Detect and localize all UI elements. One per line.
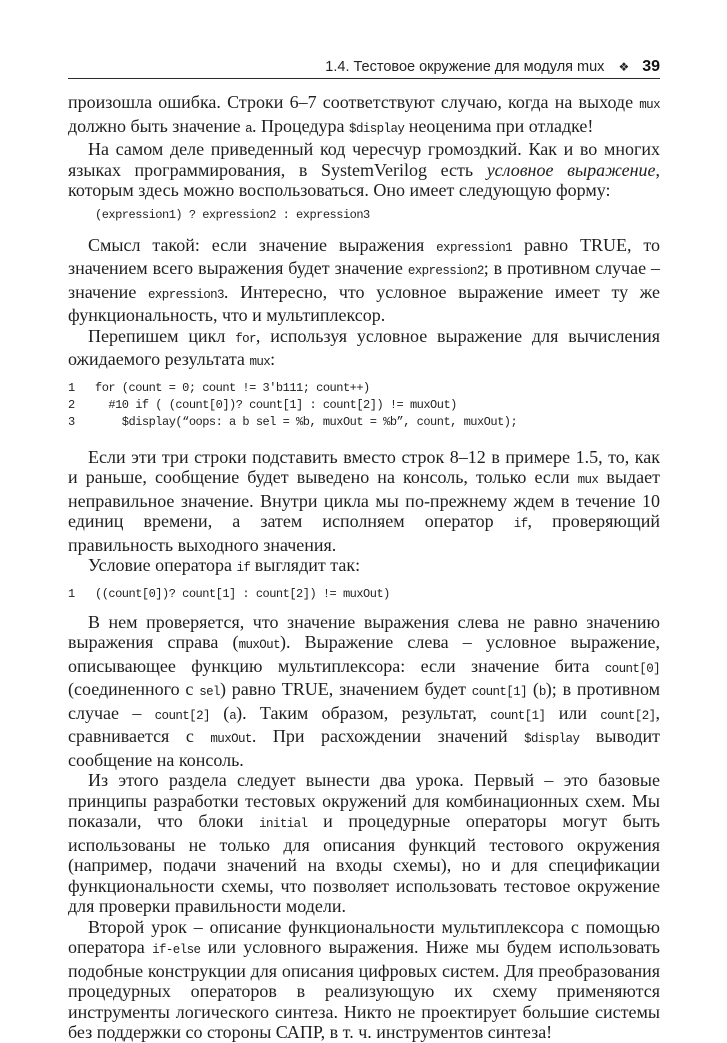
text-run: Смысл такой: если значение выражения: [88, 234, 437, 255]
line-number: 2: [68, 397, 76, 412]
inline-code: a: [229, 708, 237, 723]
inline-code: expression1: [436, 240, 513, 255]
inline-code: muxOut: [238, 638, 280, 652]
text-run: , проверяющий правильность выходного значения.: [68, 511, 660, 555]
text-run: , которым здесь можно воспользоваться. Оно имеет следующую форму:: [68, 159, 660, 200]
inline-code: sel: [199, 685, 220, 699]
line-number: 3: [68, 414, 76, 429]
text-run: (соединенного с: [68, 679, 200, 699]
code-line: [68, 380, 660, 397]
inline-code: count[1]: [471, 685, 528, 699]
text-run: ); в противном случае –: [68, 679, 661, 723]
text-run: ). Таким образом, результат,: [236, 702, 491, 723]
code-line: [95, 207, 660, 224]
code-example: [68, 207, 660, 224]
code-text: ((count[0])? count[1] : count[2]) != muxOut): [95, 586, 390, 601]
ornament-icon: ❖: [618, 60, 630, 74]
text-run: Если эти три строки подставить вместо строк 8–12 в примере 1.5, то, как и раньше, сообщение будет выведено на консоль, только если: [68, 446, 660, 487]
text-run: или условного выражения. Ниже мы будем использовать подобные конструкции для описания цифровых систем. Для преобразования процедурных операторов в реализующую их схему применяются инструменты логического синтеза. Никто не проектирует большие системы без поддержки со стороны САПР, в т. ч. инструментов синтеза!: [68, 937, 661, 1042]
inline-code: if-else: [152, 943, 201, 957]
inline-code: muxOut: [210, 732, 252, 746]
code-text: (expression1) ? expression2 : expression3: [95, 207, 370, 222]
inline-code: expression2: [407, 264, 484, 278]
text-run: ) равно TRUE, значением будет: [219, 679, 472, 699]
inline-code: count[2]: [600, 708, 656, 723]
paragraph: [68, 235, 660, 326]
paragraph: [68, 447, 660, 556]
inline-code: $display: [349, 121, 405, 136]
text-run: . Интересно, что условное выражение имеет ту же функциональность, что и мультиплексор.: [68, 281, 660, 325]
text-run: и процедурные операторы могут быть использованы не только для описания функций тестового окружения (например, подачи значений на входы схемы), но и для спецификации функциональности схемы, что позволяет использовать тестовое окружение для проверки правильности модели.: [68, 811, 660, 916]
text-run: , сравнивается с: [68, 702, 660, 746]
text-run: равно TRUE, то значением всего выражения будет значение: [68, 234, 660, 278]
inline-code: if: [513, 517, 528, 531]
inline-code: mux: [577, 473, 599, 487]
line-number: 1: [68, 380, 76, 395]
line-number: 1: [68, 586, 76, 601]
paragraph: [68, 555, 660, 579]
code-line: [68, 586, 660, 603]
code-listing: [68, 586, 660, 603]
inline-code: mux: [639, 98, 660, 112]
text-run: выглядит так:: [250, 555, 361, 575]
text-run: В нем проверяется, что значение выражения слева не равно значению выражения справа (: [68, 611, 660, 652]
text-run: ; в противном случае – значение: [68, 258, 660, 302]
text-run: выводит сообщение на консоль.: [68, 726, 661, 770]
text-run: На самом деле приведенный код чересчур громоздкий. Как и во многих языках программирования, в SystemVerilog есть: [68, 139, 660, 180]
paragraph: [68, 770, 660, 917]
text-run: . Процедура: [252, 115, 350, 136]
text-run: (: [527, 679, 539, 699]
inline-code: mux: [249, 355, 271, 369]
code-line: [68, 414, 660, 431]
text-run: выдает неправильное значение. Внутри цикла мы по-прежнему ждем в течение 10 единиц времени, а затем исполняем оператор: [68, 467, 660, 531]
text-run: Условие оператора: [88, 555, 237, 575]
paragraph: [68, 917, 660, 1043]
inline-code: b: [538, 685, 546, 699]
text-run: . При расхождении значений: [251, 726, 525, 746]
text-run: Второй урок – описание функциональности мультиплексора с помощью оператора: [68, 916, 660, 957]
inline-code: count[1]: [490, 708, 546, 723]
paragraph: [68, 326, 660, 373]
inline-code: a: [245, 121, 253, 136]
emphasis: условное выражение: [486, 159, 656, 180]
paragraph: [68, 92, 660, 139]
code-text: for (count = 0; count != 3'b111; count++): [95, 380, 370, 395]
inline-code: count[0]: [604, 661, 660, 676]
code-listing: [68, 380, 660, 431]
text-run: , используя условное выражение для вычисления ожидаемого результата: [68, 325, 660, 369]
inline-code: initial: [259, 817, 308, 831]
text-run: Перепишем цикл: [88, 325, 236, 346]
code-line: [68, 397, 660, 414]
section-title: 1.4. Тестовое окружение для модуля mux: [325, 59, 605, 75]
inline-code: if: [236, 561, 251, 575]
inline-code: $display: [524, 732, 580, 746]
inline-code: count[2]: [154, 708, 210, 723]
inline-code: for: [235, 331, 256, 346]
text-run: :: [270, 349, 276, 369]
text-run: неоценима при отладке!: [404, 115, 594, 136]
text-run: должно быть значение: [68, 115, 246, 136]
page-number: 39: [642, 58, 660, 75]
text-run: ). Выражение слева – условное выражение, описывающее функцию мультиплексора: если значение бита: [68, 632, 661, 676]
code-text: #10 if ( (count[0])? count[1] : count[2]) != muxOut): [95, 397, 457, 412]
page-body: [68, 92, 660, 1043]
text-run: (: [209, 702, 230, 723]
inline-code: expression3: [148, 287, 224, 302]
paragraph: [68, 139, 660, 201]
text-run: или: [545, 702, 601, 723]
running-header: [68, 56, 660, 79]
paragraph: [68, 612, 660, 771]
text-run: Из этого раздела следует вынести два урока. Первый – это базовые принципы разработки тестовых окружений для комбинационных схем. Мы показали, что блоки: [68, 770, 660, 831]
code-text: $display(“oops: a b sel = %b, muxOut = %b”, count, muxOut);: [95, 414, 518, 429]
text-run: произошла ошибка. Строки 6–7 соответствуют случаю, когда на выходе: [68, 92, 640, 112]
